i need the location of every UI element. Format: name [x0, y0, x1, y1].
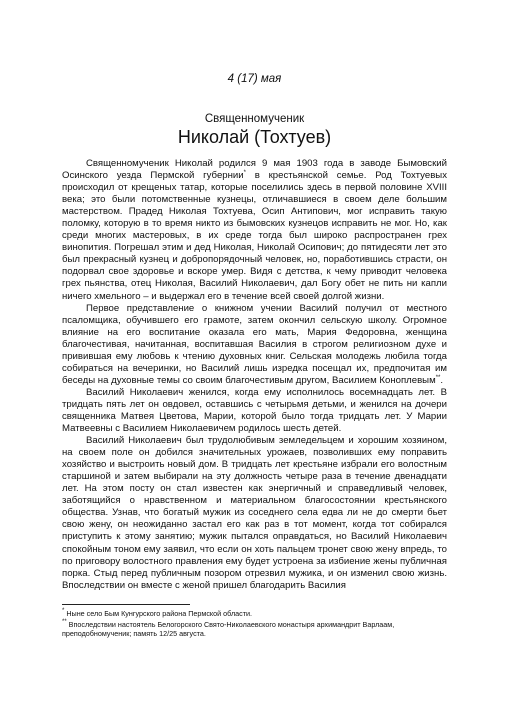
biography-text [62, 158, 447, 592]
footnote-ref: * [243, 170, 246, 177]
paragraph: Первое представление о книжном учении Василий получил от местного псаломщика, обучившего его грамоте, затем окончил сельскую школу. Огромное влияние на его воспитание оказала его мать, Мария Федоровна, женщина благочестивая, начитанная, воспитавшая Василия в строгом религиозном духе и привившая ему любовь к чтению духовных книг. Сельская молодежь любила тогда собираться на вечеринки, но Василий лишь изредка посещал их, предпочитая им беседы на духовные темы со своим благочестивым другом, Василием Коноплевым**. [62, 302, 447, 386]
footnote-mark: * [62, 608, 65, 614]
footnote-divider [62, 604, 190, 605]
footnote-mark: ** [62, 618, 67, 625]
feast-date: 4 (17) мая [227, 73, 282, 85]
paragraph: Священномученик Николай родился 9 мая 1903 года в заводе Бымовский Осинского уезда Пермской губернии* в крестьянской семье. Род Тохтуевых происходил от крещеных татар, которые поселились здесь в первой половине XVIII века; это были потомственные кузнецы, отличавшиеся в своем деле большим мастерством. Прадед Николая Тохтуева, Осип Антипович, мог исправить такую поломку, которую в то время никто из бымовских кузнецов исправить не мог. Но, как среди многих мастеровых, в их среде тогда был широко распространен грех винопития. Погрешал этим и дед Николая, Николай Осипович; до пятидесяти лет это был прекрасный кузнец и добропорядочный человек, но, поработившись страсти, он подорвал свое здоровье и вскоре умер. Видя с детства, к чему приводит человека грех пьянства, отец Николая, Василий Николаевич, дал Богу обет не пить ни капли ничего хмельного – и выдержал его в течение всей своей долгой жизни. [62, 158, 447, 302]
footnote: ** Впоследствии настоятель Белогорского Свято-Николаевского монастыря архимандрит Варлаам, преподобномученик; память 12/25 августа. [62, 618, 395, 639]
paragraph: Василий Николаевич женился, когда ему исполнилось восемнадцать лет. В тридцать пять лет он овдовел, оставшись с четырьмя детьми, и женился на дочери священника Матвея Цветова, Марии, которой было тогда тридцать лет. У Марии Матвеевны с Василием Николаевичем родилось шесть детей. [62, 386, 447, 435]
paragraph: Василий Николаевич был трудолюбивым земледельцем и хорошим хозяином, на своем поле он добился значительных урожаев, позволивших ему поправить хозяйство и выстроить новый дом. В тридцать лет крестьяне избрали его волостным старшиной и затем выбирали на эту должность четыре раза в течение двенадцати лет. На этом посту он стал известен как энергичный и справедливый человек, заботящийся о нравственном и материальном благосостоянии крестьянского общества. Узнав, что богатый мужик из соседнего села едва ли не до смерти бьет свою жену, он неожиданно застал его как раз в тот момент, когда тот собирался приступить к этому занятию; мужик пытался оправдаться, но Василий Николаевич спокойным тоном ему заявил, что если он хоть пальцем тронет свою жену впредь, то по приговору волостного правления ему будет устроена за избиение жены публичная порка. Стыд перед публичным позором отрезвил мужика, и он изменил свою жизнь. Впоследствии он вместе с женой пришел благодарить Василия [62, 435, 447, 591]
footnote: * Ныне село Бым Кунгурского района Пермской области. [62, 608, 253, 618]
footnote-ref: ** [435, 374, 441, 381]
footnotes [62, 609, 447, 640]
saint-name-title: Николай (Тохтуев) [177, 127, 332, 147]
saint-rank: Священномученик [204, 113, 305, 125]
